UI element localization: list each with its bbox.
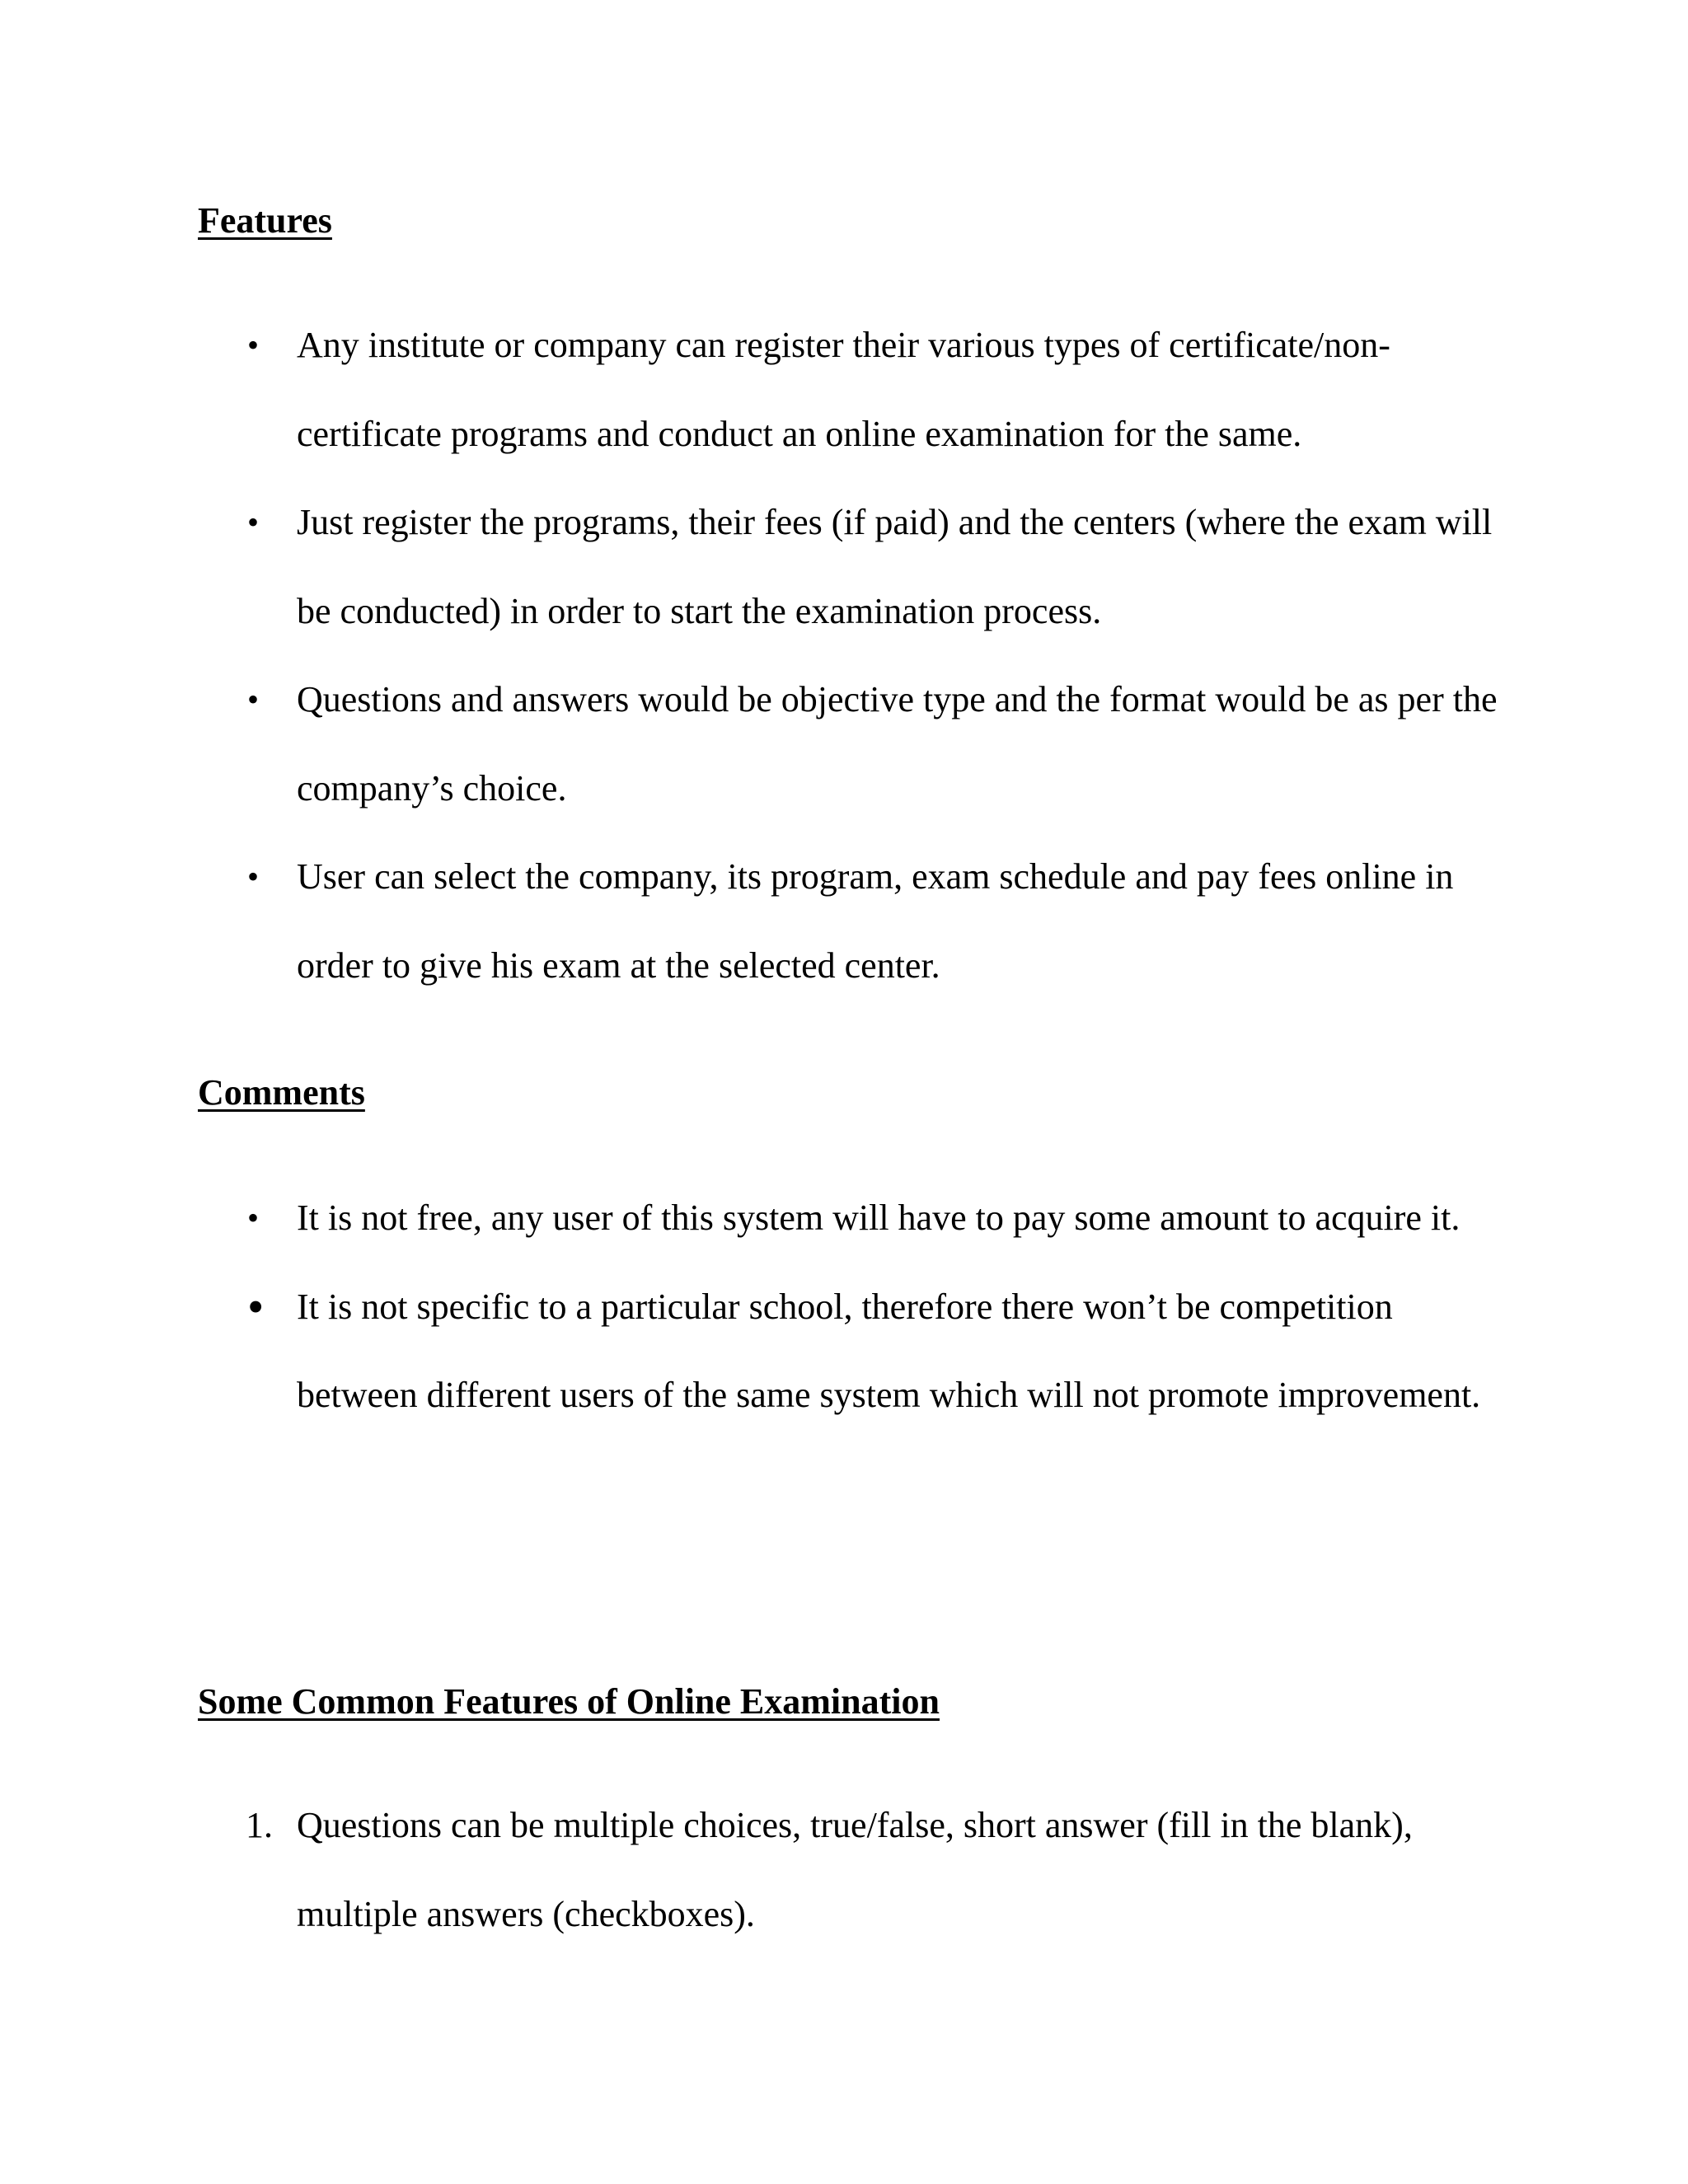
heading-common-features: Some Common Features of Online Examination xyxy=(198,1681,940,1722)
list-item-text: User can select the company, its program, exam schedule and pay fees online in order to give his exam at the selected center. xyxy=(297,856,1454,986)
list-item-text: Any institute or company can register their various types of certificate/non-certificate programs and conduct an online examination for the same. xyxy=(297,325,1390,454)
bullet-marker: • xyxy=(247,504,260,541)
list-item xyxy=(0,301,1500,478)
bullet-marker: • xyxy=(247,858,260,895)
common-features-list xyxy=(0,1781,1688,1958)
list-item-text: Just register the programs, their fees (if paid) and the centers (where the exam will be conducted) in order to start the examination process. xyxy=(297,502,1493,631)
features-list xyxy=(0,301,1688,1010)
list-item xyxy=(0,655,1500,832)
list-item xyxy=(0,1263,1500,1440)
list-item-text: Questions can be multiple choices, true/false, short answer (fill in the blank), multiple answers (checkboxes). xyxy=(297,1805,1413,1934)
list-item-text: It is not specific to a particular school, therefore there won’t be competition between different users of the same system which will not promote improvement. xyxy=(297,1286,1481,1415)
bullet-marker: • xyxy=(247,326,260,363)
heading-features: Features xyxy=(198,200,332,241)
list-item-text: Questions and answers would be objective type and the format would be as per the company’s choice. xyxy=(297,679,1498,808)
bullet-marker: • xyxy=(247,1279,265,1333)
comments-list xyxy=(0,1174,1688,1440)
list-item xyxy=(0,1781,1500,1958)
number-marker: 1. xyxy=(246,1805,273,1845)
heading-comments: Comments xyxy=(198,1072,365,1113)
list-item-text: It is not free, any user of this system will have to pay some amount to acquire it. xyxy=(297,1197,1461,1238)
list-item xyxy=(0,478,1500,655)
bullet-marker: • xyxy=(247,1199,260,1236)
bullet-marker: • xyxy=(247,681,260,718)
list-item xyxy=(0,1174,1500,1263)
list-item xyxy=(0,832,1500,1010)
